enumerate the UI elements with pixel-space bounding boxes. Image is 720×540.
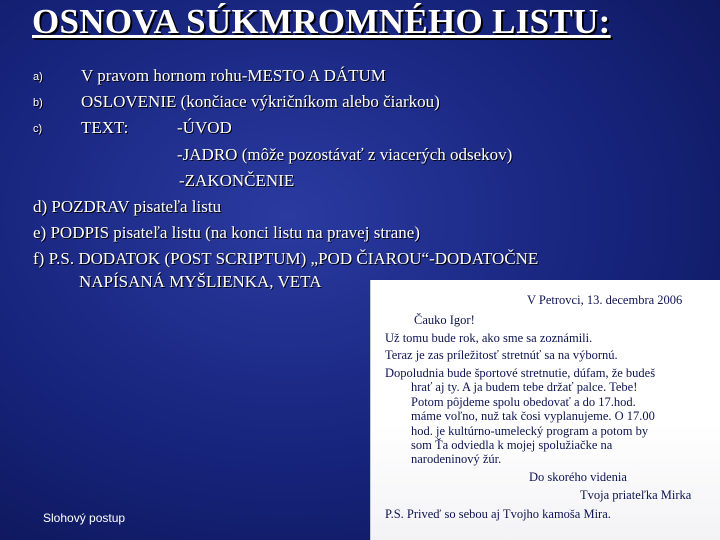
item-a-text: V pravom hornom rohu-MESTO A DÁTUM (81, 66, 386, 85)
text-part-intro: -ÚVOD (177, 118, 232, 137)
footer-label: Slohový postup (43, 511, 126, 525)
item-c-text: TEXT: (81, 118, 129, 137)
item-e-text: e) PODPIS pisateľa listu (na konci listu na pravej strane) (33, 223, 420, 242)
item-a-marker: a) (33, 71, 43, 83)
letter-paragraph-3-line: Dopoludnia bude športové stretnutie, dúfam, že budeš (385, 366, 656, 380)
letter-signature: Tvoja priateľka Mirka (580, 488, 692, 502)
letter-example (370, 280, 720, 540)
letter-paragraph-3-line: hrať aj ty. A ja budem tebe držať palce. Tebe! (411, 380, 638, 394)
text-part-body: -JADRO (môže pozostávať z viacerých odsekov) (177, 145, 513, 164)
letter-paragraph-3-line: som Ťa odviedla k mojej spolužiačke na (411, 438, 613, 452)
text-part-ending: -ZAKONČENIE (179, 171, 295, 190)
item-b-marker: b) (33, 97, 43, 109)
page-title: OSNOVA SÚKMROMNÉHO LISTU: (32, 2, 611, 41)
item-d-text: d) POZDRAV pisateľa listu (33, 197, 222, 216)
item-b-text: OSLOVENIE (končiace výkričníkom alebo čiarkou) (81, 92, 440, 111)
item-f-line2: NAPÍSANÁ MYŠLIENKA, VETA (79, 272, 322, 291)
letter-postscript: P.S. Priveď so sebou aj Tvojho kamoša Mira. (385, 507, 611, 521)
letter-paragraph-3-line: hod. je kultúrno-umelecký program a potom by (411, 424, 649, 438)
letter-paragraph-2: Teraz je zas príležitosť stretnúť sa na výbornú. (385, 348, 618, 362)
item-f-line1: f) P.S. DODATOK (POST SCRIPTUM) „POD ČIAROU“-DODATOČNE (33, 249, 539, 268)
letter-paragraph-1: Už tomu bude rok, ako sme sa zoznámili. (385, 331, 593, 345)
letter-closing: Do skorého videnia (529, 470, 627, 484)
item-c-marker: c) (33, 123, 43, 135)
letter-paragraph-3-line: Potom pôjdeme spolu obedovať a do 17.hod. (411, 395, 636, 409)
letter-paragraph-3-line: narodeninový žúr. (411, 452, 502, 466)
letter-greeting: Čauko Igor! (414, 313, 475, 327)
letter-paragraph-3-line: máme voľno, nuž tak čosi vyplanujeme. O 17.00 (411, 409, 655, 423)
letter-place-date: V Petrovci, 13. decembra 2006 (527, 293, 683, 307)
